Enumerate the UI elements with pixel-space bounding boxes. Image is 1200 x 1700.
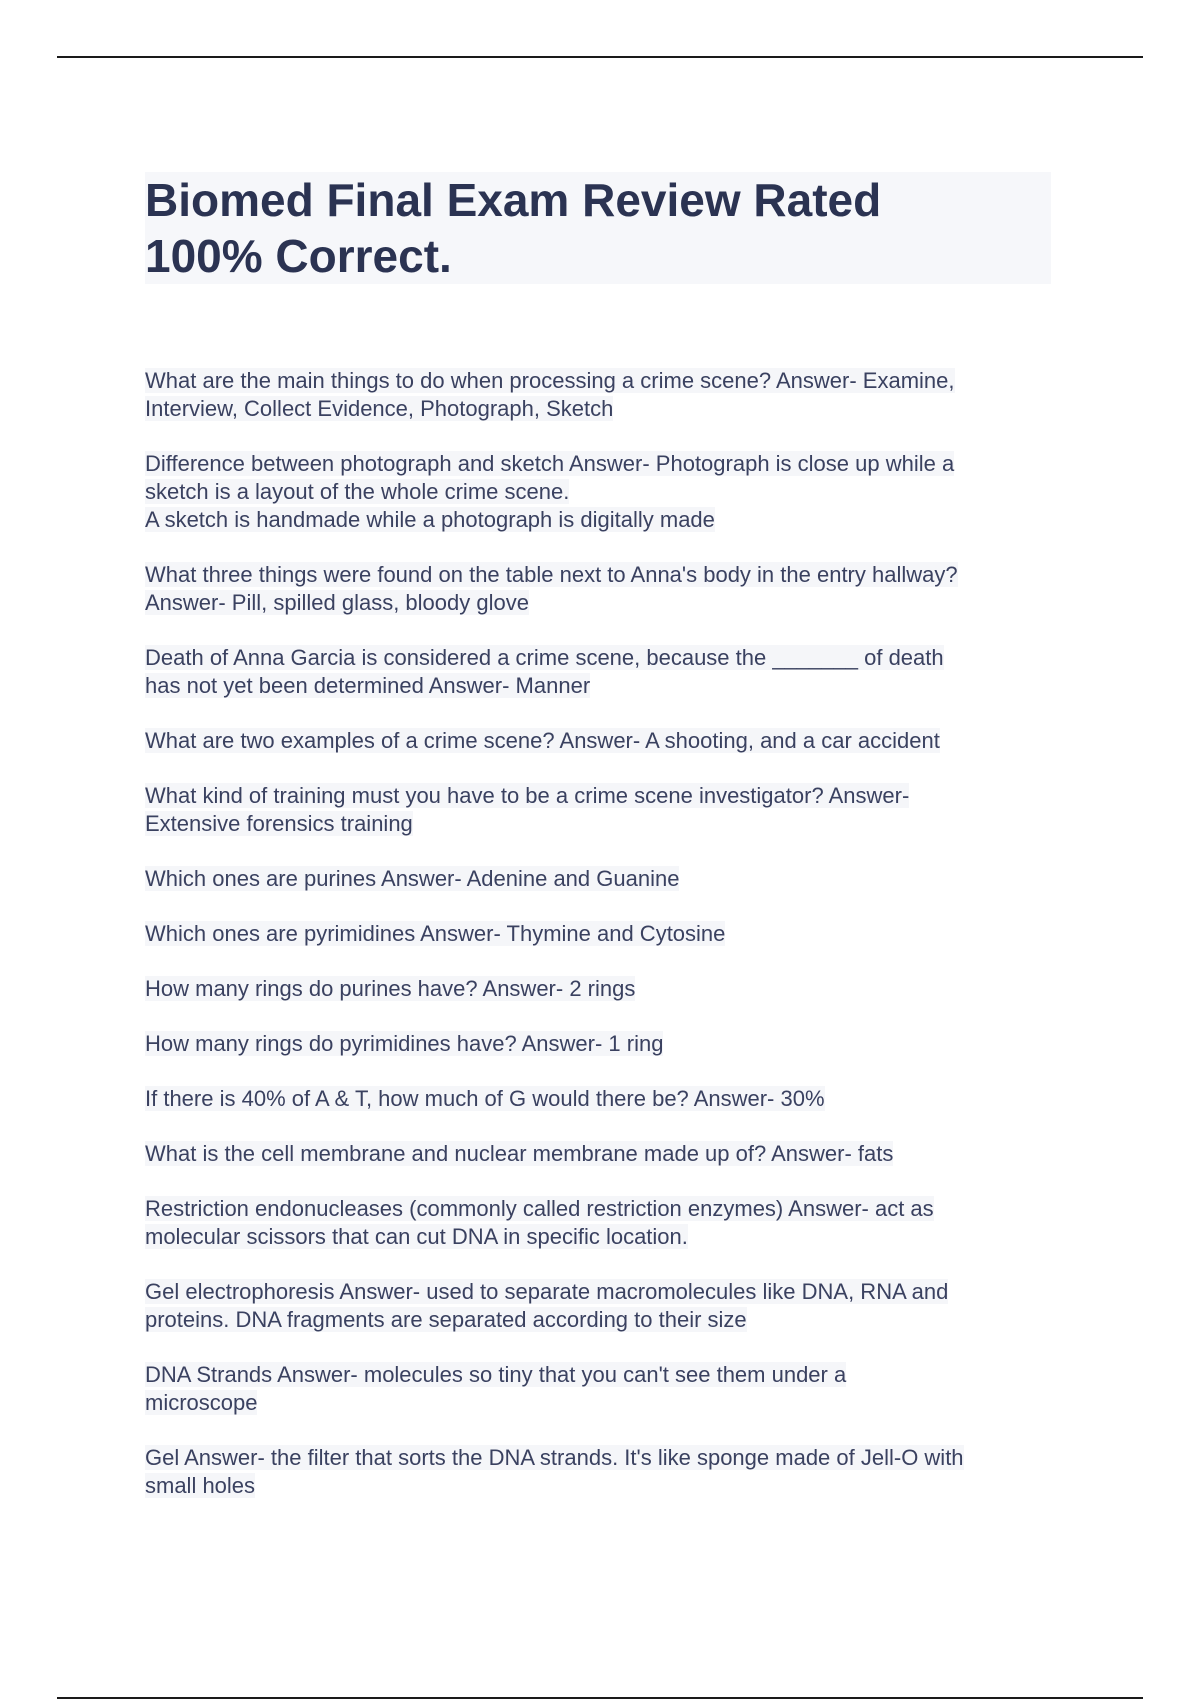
- qa-item-11: [145, 1085, 1065, 1113]
- qa-item-4: [145, 644, 1065, 700]
- qa-item-13: [145, 1195, 1065, 1251]
- qa-line: Answer- Pill, spilled glass, bloody glove: [145, 590, 529, 615]
- qa-item-1: [145, 367, 1065, 423]
- qa-line: microscope: [145, 1390, 258, 1415]
- qa-line: has not yet been determined Answer- Manner: [145, 673, 591, 698]
- qa-item-12: [145, 1140, 1065, 1168]
- qa-item-10: [145, 1030, 1065, 1058]
- qa-line: Extensive forensics training: [145, 811, 413, 836]
- qa-line: Interview, Collect Evidence, Photograph, Sketch: [145, 396, 614, 421]
- qa-line: How many rings do purines have? Answer- 2 rings: [145, 976, 636, 1001]
- qa-line: If there is 40% of A & T, how much of G would there be? Answer- 30%: [145, 1086, 825, 1111]
- page-title: Biomed Final Exam Review Rated 100% Correct.: [145, 174, 882, 282]
- qa-line: A sketch is handmade while a photograph is digitally made: [145, 507, 715, 532]
- qa-line: molecular scissors that can cut DNA in specific location.: [145, 1224, 688, 1249]
- qa-item-9: [145, 975, 1065, 1003]
- qa-line: What are the main things to do when processing a crime scene? Answer- Examine,: [145, 368, 955, 393]
- qa-line: Restriction endonucleases (commonly called restriction enzymes) Answer- act as: [145, 1196, 934, 1221]
- qa-line: DNA Strands Answer- molecules so tiny that you can't see them under a: [145, 1362, 847, 1387]
- qa-line: proteins. DNA fragments are separated according to their size: [145, 1307, 747, 1332]
- qa-line: What three things were found on the table next to Anna's body in the entry hallway?: [145, 562, 958, 587]
- qa-line: Gel electrophoresis Answer- used to separate macromolecules like DNA, RNA and: [145, 1279, 949, 1304]
- qa-item-7: [145, 865, 1065, 893]
- qa-item-3: [145, 561, 1065, 617]
- qa-line: Death of Anna Garcia is considered a crime scene, because the _______ of death: [145, 645, 944, 670]
- qa-line: sketch is a layout of the whole crime scene.: [145, 479, 570, 504]
- qa-item-5: [145, 727, 1065, 755]
- top-divider: [57, 56, 1143, 58]
- qa-item-2: [145, 450, 1065, 534]
- qa-line: What are two examples of a crime scene? Answer- A shooting, and a car accident: [145, 728, 940, 753]
- qa-line: Which ones are purines Answer- Adenine and Guanine: [145, 866, 680, 891]
- qa-item-14: [145, 1278, 1065, 1334]
- qa-line: What is the cell membrane and nuclear membrane made up of? Answer- fats: [145, 1141, 894, 1166]
- bottom-divider: [57, 1697, 1143, 1699]
- title-block: [145, 172, 1051, 284]
- qa-item-8: [145, 920, 1065, 948]
- qa-item-15: [145, 1361, 1065, 1417]
- qa-line: Difference between photograph and sketch Answer- Photograph is close up while a: [145, 451, 955, 476]
- qa-line: What kind of training must you have to be a crime scene investigator? Answer-: [145, 783, 910, 808]
- qa-line: Gel Answer- the filter that sorts the DNA strands. It's like sponge made of Jell-O with: [145, 1445, 964, 1470]
- qa-item-6: [145, 782, 1065, 838]
- qa-item-16: [145, 1444, 1065, 1500]
- qa-line: How many rings do pyrimidines have? Answer- 1 ring: [145, 1031, 664, 1056]
- qa-list: [145, 367, 1065, 1527]
- qa-line: Which ones are pyrimidines Answer- Thymine and Cytosine: [145, 921, 726, 946]
- qa-line: small holes: [145, 1473, 256, 1498]
